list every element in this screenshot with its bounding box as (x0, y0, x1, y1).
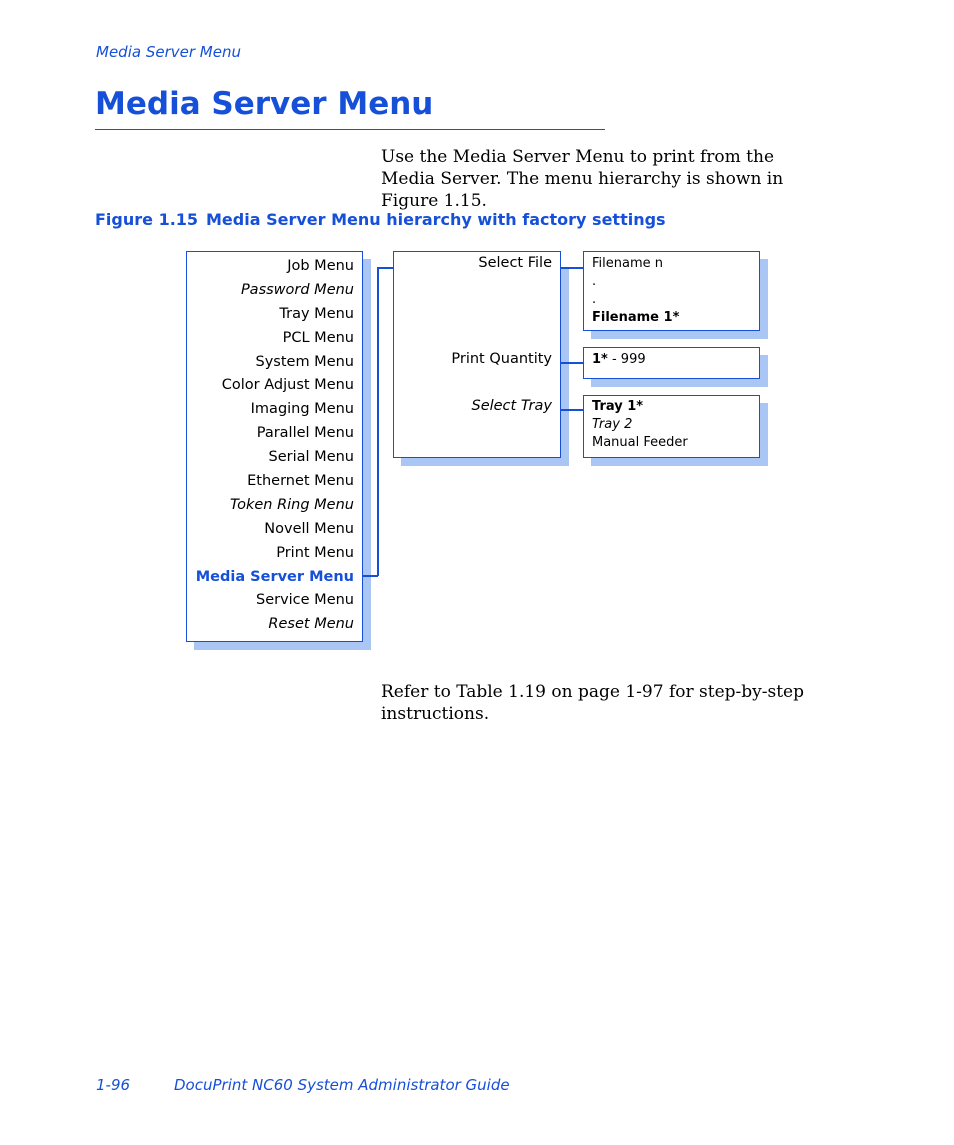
print-quantity-default: 1* (592, 352, 608, 367)
figure-number: Figure 1.15 (95, 210, 199, 229)
connector-select-file (561, 267, 583, 269)
select-tray-options-box (583, 395, 760, 458)
menu-item-service: Service Menu (255, 592, 354, 609)
menu-item-job: Job Menu (287, 258, 354, 274)
title-rule (95, 129, 605, 130)
select-file-options-box (583, 251, 760, 331)
menu-item-novell: Novell Menu (264, 520, 354, 537)
menu-item-ethernet: Ethernet Menu (247, 473, 354, 490)
connector-print-quantity (561, 362, 583, 364)
submenu-select-file: Select File (478, 255, 552, 271)
option-filename-n: Filename n (592, 256, 663, 271)
submenu-print-quantity: Print Quantity (451, 351, 552, 367)
print-quantity-option-text (592, 351, 646, 369)
page-title: Media Server Menu (95, 86, 434, 122)
menu-item-password: Password Menu (240, 281, 354, 298)
menu-item-reset: Reset Menu (268, 616, 354, 633)
option-ellipsis-dot: . (592, 292, 597, 307)
menu-item-system: System Menu (255, 353, 354, 370)
menu-item-pcl: PCL Menu (282, 329, 354, 346)
menu-item-print: Print Menu (276, 544, 354, 561)
select-file-options-list (592, 255, 679, 327)
submenu-select-tray: Select Tray (471, 398, 552, 414)
option-ellipsis-dot: . (592, 274, 597, 289)
option-tray-2: Tray 2 (592, 417, 633, 432)
connector-vertical (377, 267, 379, 576)
menu-item-tray: Tray Menu (279, 305, 354, 322)
menu-item-token-ring: Token Ring Menu (230, 496, 354, 513)
menu-item-color-adjust: Color Adjust Menu (221, 377, 354, 394)
connector-horizontal-upper (377, 267, 394, 269)
connector-horizontal-lower (363, 575, 378, 577)
menu-item-media-server: Media Server Menu (195, 568, 354, 585)
menu-item-imaging: Imaging Menu (250, 401, 354, 418)
footer-page-number: 1-96 (96, 1076, 131, 1094)
running-header: Media Server Menu (96, 43, 241, 61)
figure-caption (95, 210, 666, 229)
select-tray-options-list (592, 398, 688, 452)
connector-select-tray (561, 409, 583, 411)
print-quantity-range: - 999 (607, 352, 646, 367)
option-filename-1-default: Filename 1* (592, 310, 680, 325)
option-manual-feeder: Manual Feeder (592, 435, 688, 450)
intro-paragraph: Use the Media Server Menu to print from the Media Server. The menu hierarchy is shown in Figure 1.15. (381, 147, 784, 211)
main-menu-box (186, 251, 363, 642)
main-menu-list (196, 255, 354, 637)
menu-item-serial: Serial Menu (268, 449, 354, 466)
footer-guide-title: DocuPrint NC60 System Administrator Guide (174, 1076, 510, 1094)
print-quantity-option-box (583, 347, 760, 379)
option-tray-1-default: Tray 1* (592, 399, 644, 414)
refer-paragraph: Refer to Table 1.19 on page 1-97 for step-by-step instructions. (381, 682, 804, 724)
figure-caption-text: Media Server Menu hierarchy with factory settings (206, 210, 666, 229)
menu-item-parallel: Parallel Menu (256, 425, 354, 442)
